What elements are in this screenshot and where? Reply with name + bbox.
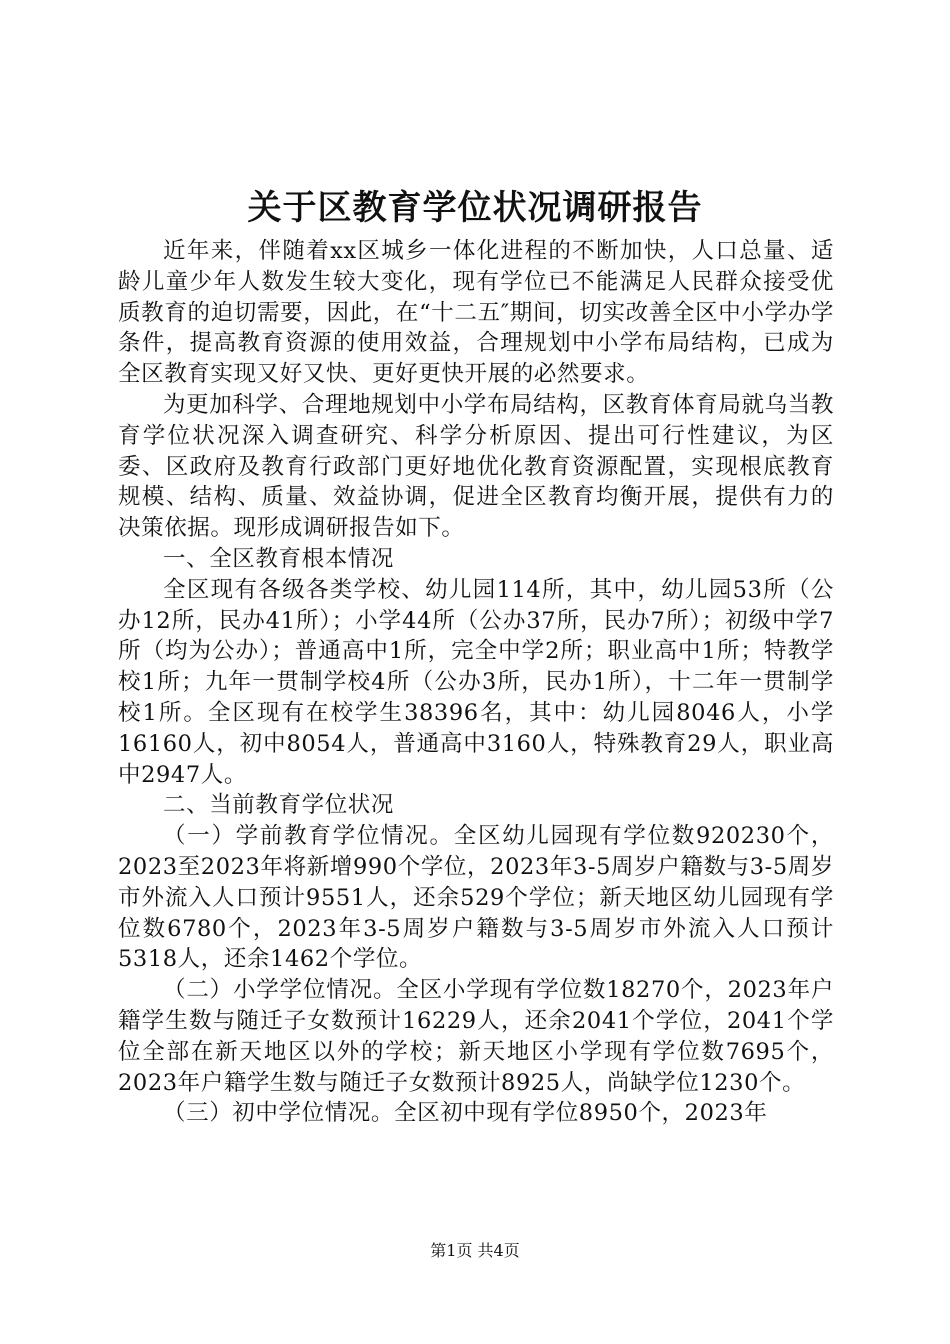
document-title: 关于区教育学位状况调研报告 (247, 188, 703, 228)
paragraph-basic-situation: 全区现有各级各类学校、幼儿园114所，其中，幼儿园53所（公办12所，民办41所）；小学44所（公办37所，民办7所）；初级中学7所（均为公办）；普通高中1所，完全中学2所；职业高中1所；特教学校1所；九年一贯制学校4所（公办3所，民办1所），十二年一贯制学校1所。全区现有在校学生38396名，其中：幼儿园8046人，小学16160人，初中8054人，普通高中3160人，特殊教育29人，职业高中2947人。 (118, 576, 834, 788)
paragraph-purpose: 为更加科学、合理地规划中小学布局结构，区教育体育局就乌当教育学位状况深入调查研究、科学分析原因、提出可行性建议，为区委、区政府及教育行政部门更好地优化教育资源配置，实现根底教育规模、结构、质量、效益协调，促进全区教育均衡开展，提供有力的决策依据。现形成调研报告如下。 (118, 391, 834, 542)
document-body (118, 236, 834, 1129)
paragraph-primary: （二）小学学位情况。全区小学现有学位数18270个，2023年户籍学生数与随迁子女数预计16229人，还余2041个学位，2041个学位全部在新天地区以外的学校；新天地区小学现有学位数7695个，2023年户籍学生数与随迁子女数预计8925人，尚缺学位1230个。 (118, 977, 834, 1096)
paragraph-preschool: （一）学前教育学位情况。全区幼儿园现有学位数920230个，2023至2023年将新增990个学位，2023年3-5周岁户籍数与3-5周岁市外流入人口预计9551人，还余529个学位；新天地区幼儿园现有学位数6780个，2023年3-5周岁户籍数与3-5周岁市外流入人口预计5318人，还余1462个学位。 (118, 823, 834, 973)
paragraph-junior-high: （三）初中学位情况。全区初中现有学位8950个，2023年 (163, 1100, 768, 1127)
section-heading-2: 二、当前教育学位状况 (163, 792, 395, 819)
page-number: 第1页 共4页 (430, 1241, 520, 1260)
section-heading-1: 一、全区教育根本情况 (163, 545, 395, 572)
paragraph-intro: 近年来，伴随着xx区城乡一体化进程的不断加快，人口总量、适龄儿童少年人数发生较大变化，现有学位已不能满足人民群众接受优质教育的迫切需要，因此，在“十二五″期间，切实改善全区中小学办学条件，提高教育资源的使用效益，合理规划中小学布局结构，已成为全区教育实现又好又快、更好更快开展的必然要求。 (118, 238, 834, 388)
